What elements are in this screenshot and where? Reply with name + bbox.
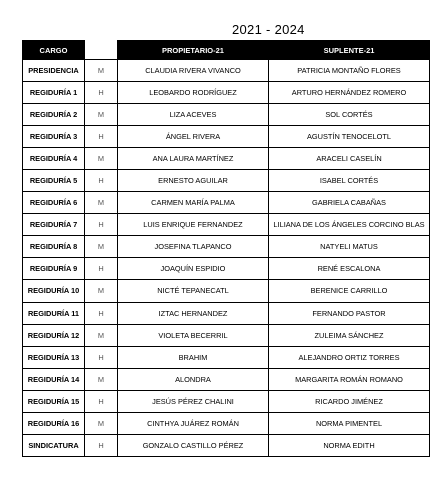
- cargo-cell: REGIDURÍA 15: [23, 390, 85, 412]
- gender-cell: H: [85, 258, 118, 280]
- table-row: [23, 434, 430, 456]
- table-row: [23, 368, 430, 390]
- propietario-cell: CARMEN MARÍA PALMA: [118, 192, 269, 214]
- gender-cell: H: [85, 82, 118, 104]
- propietario-cell: JOAQUÍN ESPIDIO: [118, 258, 269, 280]
- table-row: [23, 192, 430, 214]
- table-row: [23, 60, 430, 82]
- suplente-cell: ALEJANDRO ORTIZ TORRES: [269, 346, 430, 368]
- header-propietario: PROPIETARIO-21: [118, 41, 269, 60]
- propietario-cell: CLAUDIA RIVERA VIVANCO: [118, 60, 269, 82]
- suplente-cell: RENÉ ESCALONA: [269, 258, 430, 280]
- cargo-cell: REGIDURÍA 4: [23, 148, 85, 170]
- propietario-cell: BRAHIM: [118, 346, 269, 368]
- cargo-cell: REGIDURÍA 12: [23, 324, 85, 346]
- table-row: [23, 236, 430, 258]
- cargo-cell: REGIDURÍA 1: [23, 82, 85, 104]
- propietario-cell: VIOLETA BECERRIL: [118, 324, 269, 346]
- gender-cell: M: [85, 280, 118, 302]
- gender-cell: H: [85, 214, 118, 236]
- propietario-cell: JESÚS PÉREZ CHALINI: [118, 390, 269, 412]
- table-row: [23, 346, 430, 368]
- propietario-cell: ALONDRA: [118, 368, 269, 390]
- table-header-row: [23, 41, 430, 60]
- gender-cell: H: [85, 390, 118, 412]
- gender-cell: M: [85, 368, 118, 390]
- table-row: [23, 280, 430, 302]
- propietario-cell: ERNESTO AGUILAR: [118, 170, 269, 192]
- cargo-cell: REGIDURÍA 9: [23, 258, 85, 280]
- cargo-cell: REGIDURÍA 2: [23, 104, 85, 126]
- suplente-cell: ARTURO HERNÁNDEZ ROMERO: [269, 82, 430, 104]
- cargo-cell: REGIDURÍA 8: [23, 236, 85, 258]
- propietario-cell: NICTÉ TEPANECATL: [118, 280, 269, 302]
- gender-cell: H: [85, 170, 118, 192]
- council-roster-table: [22, 40, 430, 457]
- header-gender: [85, 41, 118, 60]
- table-row: [23, 258, 430, 280]
- suplente-cell: NORMA EDITH: [269, 434, 430, 456]
- propietario-cell: ÁNGEL RIVERA: [118, 126, 269, 148]
- table-row: [23, 148, 430, 170]
- gender-cell: M: [85, 60, 118, 82]
- gender-cell: M: [85, 148, 118, 170]
- propietario-cell: LIZA ACEVES: [118, 104, 269, 126]
- gender-cell: M: [85, 236, 118, 258]
- suplente-cell: RICARDO JIMÉNEZ: [269, 390, 430, 412]
- cargo-cell: REGIDURÍA 5: [23, 170, 85, 192]
- suplente-cell: ARACELI CASELÍN: [269, 148, 430, 170]
- gender-cell: H: [85, 346, 118, 368]
- period-title: 2021 - 2024: [232, 22, 305, 37]
- propietario-cell: CINTHYA JUÁREZ ROMÁN: [118, 412, 269, 434]
- gender-cell: M: [85, 412, 118, 434]
- table-row: [23, 104, 430, 126]
- cargo-cell: PRESIDENCIA: [23, 60, 85, 82]
- propietario-cell: ANA LAURA MARTÍNEZ: [118, 148, 269, 170]
- suplente-cell: GABRIELA CABAÑAS: [269, 192, 430, 214]
- gender-cell: H: [85, 434, 118, 456]
- cargo-cell: REGIDURÍA 7: [23, 214, 85, 236]
- gender-cell: M: [85, 324, 118, 346]
- suplente-cell: PATRICIA MONTAÑO FLORES: [269, 60, 430, 82]
- suplente-cell: ZULEIMA SÁNCHEZ: [269, 324, 430, 346]
- table-row: [23, 82, 430, 104]
- propietario-cell: LEOBARDO RODRÍGUEZ: [118, 82, 269, 104]
- cargo-cell: REGIDURÍA 11: [23, 302, 85, 324]
- suplente-cell: FERNANDO PASTOR: [269, 302, 430, 324]
- table-row: [23, 302, 430, 324]
- propietario-cell: GONZALO CASTILLO PÉREZ: [118, 434, 269, 456]
- table-row: [23, 324, 430, 346]
- gender-cell: M: [85, 192, 118, 214]
- suplente-cell: NORMA PIMENTEL: [269, 412, 430, 434]
- header-suplente: SUPLENTE-21: [269, 41, 430, 60]
- gender-cell: H: [85, 126, 118, 148]
- propietario-cell: JOSEFINA TLAPANCO: [118, 236, 269, 258]
- suplente-cell: NATYELI MATUS: [269, 236, 430, 258]
- header-cargo: CARGO: [23, 41, 85, 60]
- cargo-cell: REGIDURÍA 3: [23, 126, 85, 148]
- gender-cell: H: [85, 302, 118, 324]
- cargo-cell: REGIDURÍA 14: [23, 368, 85, 390]
- propietario-cell: IZTAC HERNANDEZ: [118, 302, 269, 324]
- table-row: [23, 390, 430, 412]
- table-row: [23, 214, 430, 236]
- cargo-cell: SINDICATURA: [23, 434, 85, 456]
- table-body: [23, 60, 430, 457]
- table-row: [23, 170, 430, 192]
- table-row: [23, 412, 430, 434]
- suplente-cell: AGUSTÍN TENOCELOTL: [269, 126, 430, 148]
- cargo-cell: REGIDURÍA 10: [23, 280, 85, 302]
- cargo-cell: REGIDURÍA 13: [23, 346, 85, 368]
- suplente-cell: ISABEL CORTÉS: [269, 170, 430, 192]
- propietario-cell: LUIS ENRIQUE FERNANDEZ: [118, 214, 269, 236]
- cargo-cell: REGIDURÍA 16: [23, 412, 85, 434]
- gender-cell: M: [85, 104, 118, 126]
- cargo-cell: REGIDURÍA 6: [23, 192, 85, 214]
- table-row: [23, 126, 430, 148]
- suplente-cell: SOL CORTÉS: [269, 104, 430, 126]
- suplente-cell: MARGARITA ROMÁN ROMANO: [269, 368, 430, 390]
- suplente-cell: LILIANA DE LOS ÁNGELES CORCINO BLAS: [269, 214, 430, 236]
- suplente-cell: BERENICE CARRILLO: [269, 280, 430, 302]
